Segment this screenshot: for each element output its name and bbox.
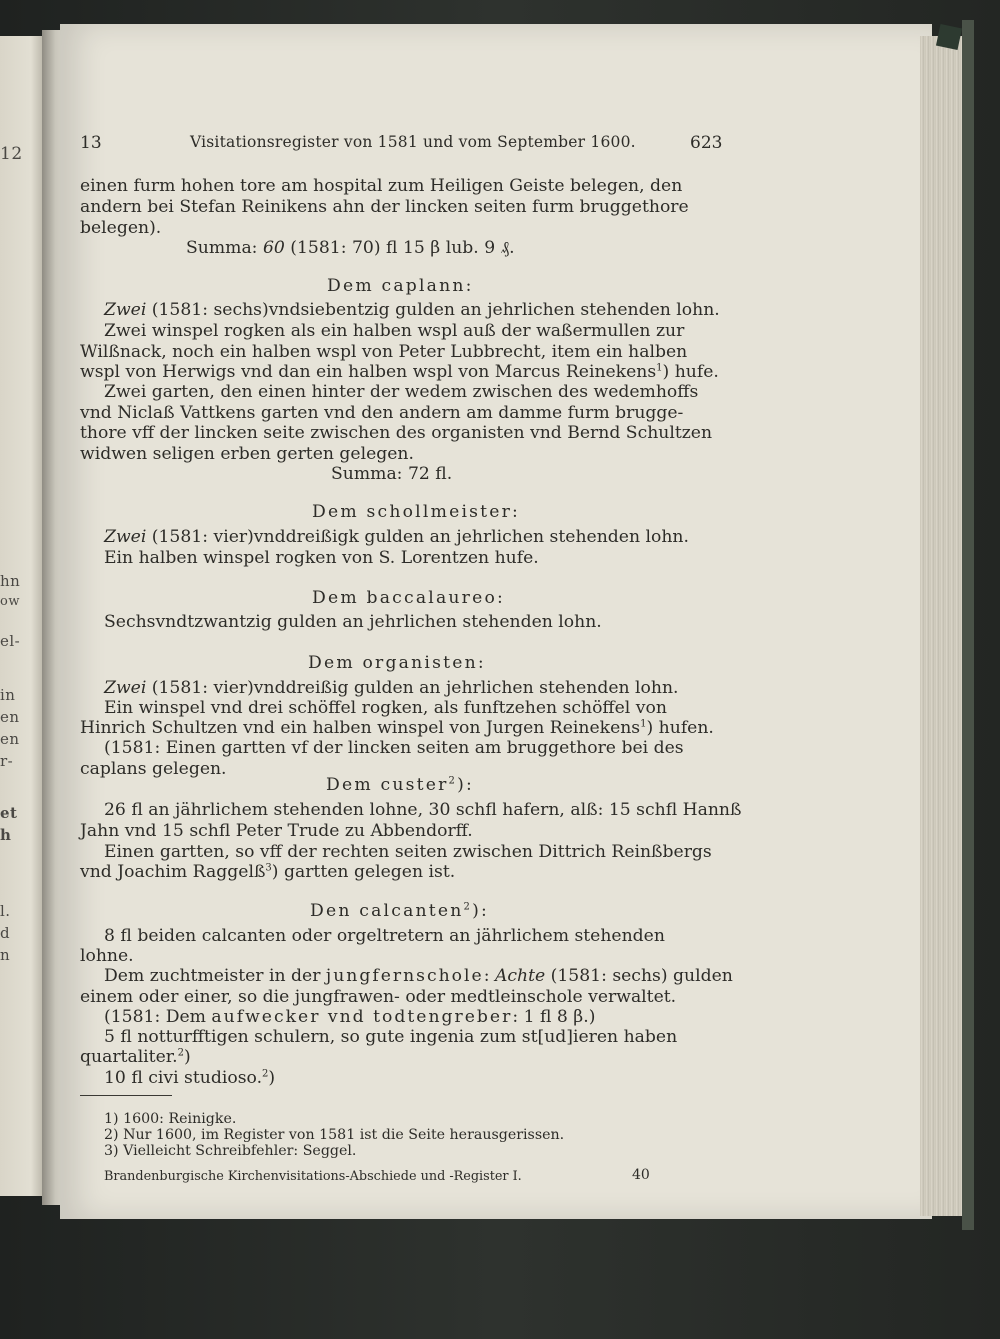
page-number: 623 [690, 133, 723, 153]
summa-rest: (1581: 70) fl 15 β lub. 9 ₰. [284, 238, 515, 258]
footnote-rule [80, 1095, 172, 1096]
summa-line: Summa: 72 fl. [331, 464, 453, 484]
section-heading: Dem schollmeister: [312, 502, 521, 522]
section-heading [310, 901, 489, 921]
header-title: Visitationsregister von 1581 und vom September 1600. [190, 133, 636, 151]
italic-word: Zwei [104, 300, 147, 320]
text-line: 26 fl an jährlichem stehenden lohne, 30 schfl hafern, alß: 15 schfl Hannß [104, 800, 742, 820]
text-line: Sechsvndtzwantzig gulden an jehrlichen stehenden lohn. [104, 612, 602, 632]
footnote-ref: 2 [262, 1068, 269, 1080]
text-line: Ein winspel vnd drei schöffel rogken, als funftzehen schöffel von [104, 698, 667, 718]
left-margin-text: 12 [0, 144, 23, 164]
text-line [104, 527, 689, 547]
text-run: ) gartten gelegen ist. [271, 862, 456, 882]
left-margin-text: en [0, 708, 20, 726]
text-line [104, 1007, 595, 1027]
text-line: 8 fl beiden calcanten oder orgeltretern an jährlichem stehenden [104, 926, 665, 946]
summa-line [186, 238, 515, 258]
left-margin-text: hn [0, 572, 21, 590]
text-run: quartaliter. [80, 1047, 178, 1067]
text-run: (1581: sechs) gulden [545, 966, 733, 986]
text-run: ) [268, 1068, 276, 1088]
italic-word: Achte [494, 966, 546, 986]
text-line: lohne. [80, 946, 134, 966]
text-line [104, 1068, 275, 1088]
left-margin-text: el- [0, 632, 21, 650]
left-margin-text: n [0, 946, 11, 964]
left-margin-text: in [0, 686, 16, 704]
left-margin-text: et [0, 804, 18, 822]
header-left-number: 13 [80, 133, 102, 153]
footnote-ref: 2 [448, 775, 458, 787]
left-margin-text: en [0, 730, 20, 748]
footnote-ref: 2 [463, 901, 473, 913]
footnote-ref: 1 [656, 362, 663, 374]
text-run: Hinrich Schultzen vnd ein halben winspel von Jurgen Reinekens [80, 718, 641, 738]
left-margin-text: ow [0, 594, 20, 609]
footnote-number: 1) [104, 1111, 119, 1127]
text-run: ) [183, 1047, 191, 1067]
text-line: 5 fl notturfftigen schulern, so gute ingenia zum st[ud]ieren haben [104, 1027, 678, 1047]
text-line [80, 1047, 191, 1067]
italic-word: Zwei [104, 678, 147, 698]
left-margin-text: h [0, 826, 12, 844]
text-line: vnd Niclaß Vattkens garten vnd den andern am damme furm brugge- [80, 403, 684, 423]
text-line: Jahn vnd 15 schfl Peter Trude zu Abbendorff. [80, 821, 473, 841]
text-line: Zwei winspel rogken als ein halben wspl auß der waßermullen zur [104, 321, 685, 341]
text-run: (1581: sechs)vndsiebentzig gulden an jehrlichen stehenden lohn. [146, 300, 720, 320]
text-line: (1581: Einen gartten vf der lincken seiten am bruggethore bei des [104, 738, 684, 758]
footnote [104, 1143, 356, 1159]
text-line: caplans gelegen. [80, 759, 227, 779]
footnote-text: 1600: Reinigke. [123, 1111, 237, 1127]
summa-label: Summa: [186, 238, 263, 258]
text-line: widwen seligen erben gerten gelegen. [80, 444, 414, 464]
text-line: einen furm hohen tore am hospital zum Heiligen Geiste belegen, den [80, 176, 683, 196]
text-line: thore vff der lincken seite zwischen des organisten vnd Bernd Schultzen [80, 423, 713, 443]
footnote [104, 1127, 564, 1143]
section-heading [326, 775, 474, 795]
footnote-ref: 2 [177, 1047, 184, 1059]
text-run: wspl von Herwigs vnd dan ein halben wspl von Marcus Reinekens [80, 362, 657, 382]
text-run: Dem zuchtmeister in der [104, 966, 326, 986]
footer-title: Brandenburgische Kirchenvisitations-Abschiede und -Register I. [104, 1169, 522, 1184]
text-run: ) hufe. [662, 362, 719, 382]
summa-value: 60 [262, 238, 285, 258]
text-line: Einen gartten, so vff der rechten seiten zwischen Dittrich Reinßbergs [104, 842, 712, 862]
heading-text: ): [457, 775, 474, 795]
text-line: Wilßnack, noch ein halben wspl von Peter Lubbrecht, item ein halben [80, 342, 688, 362]
footnote [104, 1111, 236, 1127]
heading-text: Den calcanten [310, 901, 464, 921]
footnote-text: Vielleicht Schreibfehler: Seggel. [123, 1143, 357, 1159]
signature-mark: 40 [632, 1167, 650, 1183]
text-run: (1581: vier)vnddreißigk gulden an jehrlichen stehenden lohn. [146, 527, 689, 547]
section-heading: Dem organisten: [308, 653, 486, 673]
text-run: : [483, 966, 495, 986]
left-margin-text: l. [0, 902, 11, 920]
text-run: (1581: vier)vnddreißig gulden an jehrlichen stehenden lohn. [146, 678, 679, 698]
text-run: 10 fl civi studioso. [104, 1068, 263, 1088]
left-margin-text: d [0, 924, 11, 942]
text-run: : 1 fl 8 β.) [512, 1007, 596, 1027]
text-run: vnd Joachim Raggelß [80, 862, 266, 882]
text-line [104, 678, 679, 698]
footnote-text: Nur 1600, im Register von 1581 ist die Seite herausgerissen. [123, 1127, 565, 1143]
text-run: (1581: Dem [104, 1007, 212, 1027]
text-line [104, 300, 720, 320]
heading-text: ): [472, 901, 490, 921]
text-line: einem oder einer, so die jungfrawen- oder medtleinschole verwaltet. [80, 987, 677, 1007]
text-line: Zwei garten, den einen hinter der wedem zwischen des wedemhoffs [104, 382, 699, 402]
spaced-text: jungfernschole [325, 966, 484, 986]
text-line [80, 362, 719, 382]
text-run: ) hufen. [646, 718, 714, 738]
spaced-text: aufwecker vnd todtengreber [211, 1007, 513, 1027]
text-line [80, 718, 714, 738]
footnote-number: 3) [104, 1143, 119, 1159]
text-line: andern bei Stefan Reinikens ahn der lincken seiten furm bruggethore [80, 197, 689, 217]
text-line [80, 862, 455, 882]
section-heading: Dem baccalaureo: [312, 588, 506, 608]
footnote-ref: 3 [265, 862, 272, 874]
section-heading: Dem caplann: [327, 276, 474, 296]
footnote-ref: 1 [640, 718, 647, 730]
left-margin-text: r- [0, 752, 14, 770]
footnote-number: 2) [104, 1127, 119, 1143]
text-line: belegen). [80, 218, 162, 238]
heading-text: Dem custer [326, 775, 449, 795]
text-line [104, 966, 733, 986]
italic-word: Zwei [104, 527, 147, 547]
text-line: Ein halben winspel rogken von S. Lorentzen hufe. [104, 548, 539, 568]
